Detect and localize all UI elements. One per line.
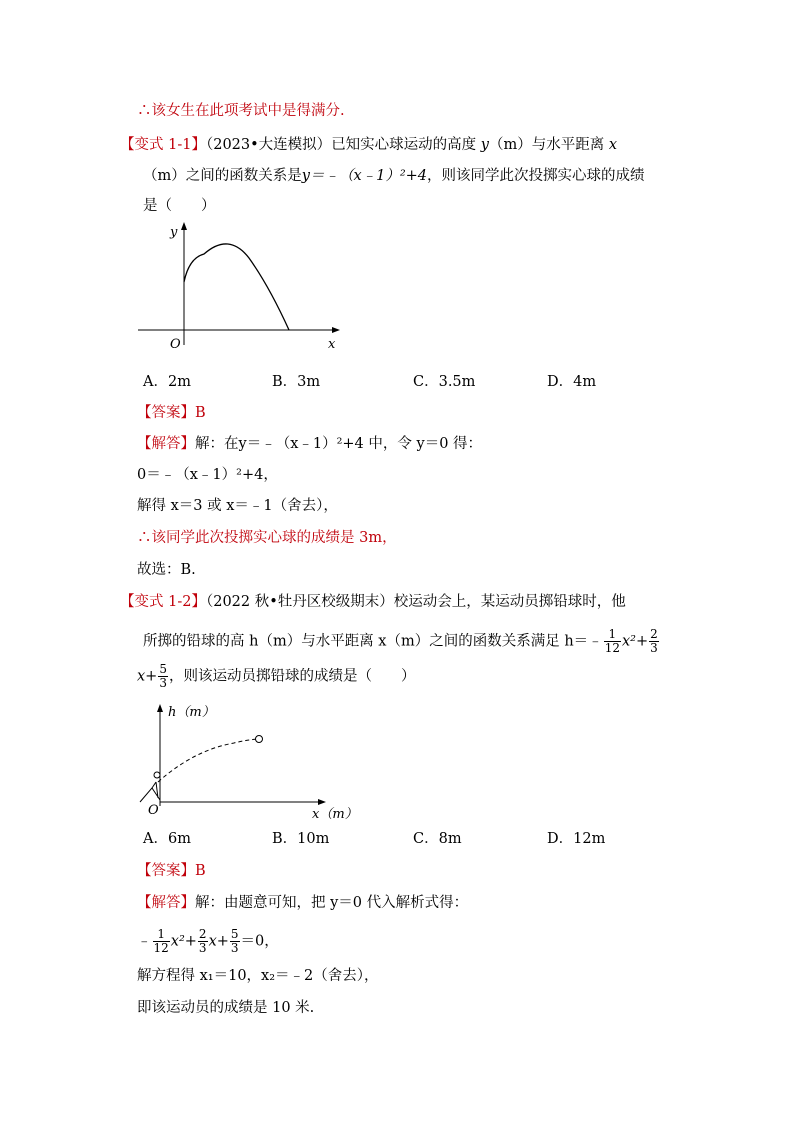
v12-athlete-figure	[140, 782, 160, 802]
v12-stem-d: x+	[137, 668, 158, 685]
v12-stem-a: 校运动会上，某运动员掷铅球时，他	[393, 594, 626, 610]
v11-var-x: x	[608, 137, 618, 153]
v12-stem-b: 所掷的铅球的高 h（m）与水平距离 x（m）之间的函数关系满足 h＝﹣	[143, 633, 603, 650]
v12-sol-frac-1-12: $\frac{1}{12}$	[153, 927, 169, 955]
v11-option-a: A．2m	[143, 374, 191, 390]
v11-y-arrow	[181, 222, 187, 230]
v11-solution-line3: 解得 x＝3 或 x＝﹣1（舍去），	[137, 498, 338, 514]
v12-sol-2d: ＝0，	[240, 933, 279, 950]
v12-stem-c: x²+	[621, 633, 649, 650]
v11-formula: y＝﹣（x﹣1）²+4	[301, 168, 428, 184]
v11-solution-line5: 故选：B.	[137, 562, 196, 578]
v11-stem-a: 已知实心球运动的高度	[331, 137, 481, 153]
v11-x-arrow	[332, 327, 340, 333]
v12-option-c: C．8m	[413, 831, 462, 847]
v12-tag: 【变式 1-2】	[120, 594, 206, 610]
v12-sol-2a: ﹣	[137, 933, 152, 950]
v12-stem-e: ，则该运动员掷铅球的成绩是（ ）	[168, 668, 416, 685]
v12-sol-frac-5-3: $\frac{5}{3}$	[230, 927, 239, 955]
v11-solution-line4: ∴该同学此次投掷实心球的成绩是 3m，	[137, 530, 397, 546]
v12-y-arrow	[157, 704, 163, 712]
v12-solution-line4: 即该运动员的成绩是 10 米.	[137, 1000, 315, 1016]
v11-solution-line1	[137, 434, 482, 454]
v11-parabola-curve	[184, 244, 289, 330]
v12-solution-line2	[137, 928, 279, 955]
v11-parabola-graph	[134, 220, 354, 360]
v11-stem-c: 之间的函数关系是	[185, 168, 302, 184]
v12-trajectory-dashed	[158, 739, 258, 782]
v12-frac-5-3: $\frac{5}{3}$	[159, 662, 167, 690]
v11-y-label: y	[170, 225, 178, 240]
v12-option-d: D．12m	[547, 831, 606, 847]
v12-option-a: A．6m	[143, 831, 191, 847]
v11-var-y: y	[480, 137, 489, 153]
v11-unit-1: （m）	[489, 137, 532, 153]
v12-ball-end	[256, 736, 263, 743]
v12-x-arrow	[318, 799, 326, 805]
v11-stem-b: 与水平距离	[531, 137, 609, 153]
v11-sol-label: 【解答】	[137, 436, 195, 452]
v11-origin-label: O	[170, 337, 181, 352]
v12-origin-label: O	[148, 803, 159, 818]
v11-solution-line2: 0＝﹣（x﹣1）²+4，	[137, 467, 278, 483]
v12-shot-put-graph	[134, 698, 358, 828]
v11-source: （2023•大连模拟）	[205, 137, 332, 153]
v12-answer: 【答案】B	[137, 863, 206, 879]
v12-y-label: h（m）	[168, 705, 215, 720]
v11-stem-d: ，则该同学此次投掷实心球的成绩	[427, 168, 645, 184]
v12-option-b: B．10m	[272, 831, 330, 847]
v12-frac-1-12: $\frac{1}{12}$	[604, 627, 620, 655]
v12-stem-line1	[120, 592, 626, 612]
v12-sol-2b: x²+	[170, 933, 197, 950]
v11-option-d: D．4m	[547, 374, 597, 390]
v12-sol-2c: x+	[208, 933, 229, 950]
v11-answer: 【答案】B	[137, 405, 206, 421]
v12-sol-frac-2-3: $\frac{2}{3}$	[198, 927, 207, 955]
v12-sol-label: 【解答】	[137, 895, 195, 911]
v12-frac-2-3: $\frac{2}{3}$	[650, 627, 658, 655]
v12-solution-line3: 解方程得 x₁＝10，x₂＝﹣2（舍去），	[137, 968, 379, 984]
v12-x-label: x（m）	[312, 807, 358, 822]
conclusion-line: ∴该女生在此项考试中是得满分.	[137, 103, 345, 119]
v12-sol-1: 解：由题意可知，把 y＝0 代入解析式得：	[195, 895, 469, 911]
v11-option-b: B．3m	[272, 374, 321, 390]
v12-stem-line3	[137, 663, 415, 690]
v11-tag: 【变式 1-1】	[120, 137, 206, 153]
v11-unit-2: （m）	[143, 168, 186, 184]
v12-athlete-head	[154, 772, 160, 778]
v11-stem-line3: 是（ ）	[143, 198, 216, 214]
v11-stem-line2	[143, 166, 645, 186]
v12-stem-line2	[143, 628, 660, 655]
v12-solution-line1	[137, 893, 468, 913]
v11-x-label: x	[328, 337, 336, 352]
v11-stem-line1	[120, 135, 617, 155]
v11-option-c: C．3.5m	[413, 374, 476, 390]
v11-sol-1: 解：在y＝﹣（x﹣1）²+4 中，令 y＝0 得：	[195, 436, 483, 452]
v12-source: （2022 秋•牡丹区校级期末）	[205, 594, 394, 610]
